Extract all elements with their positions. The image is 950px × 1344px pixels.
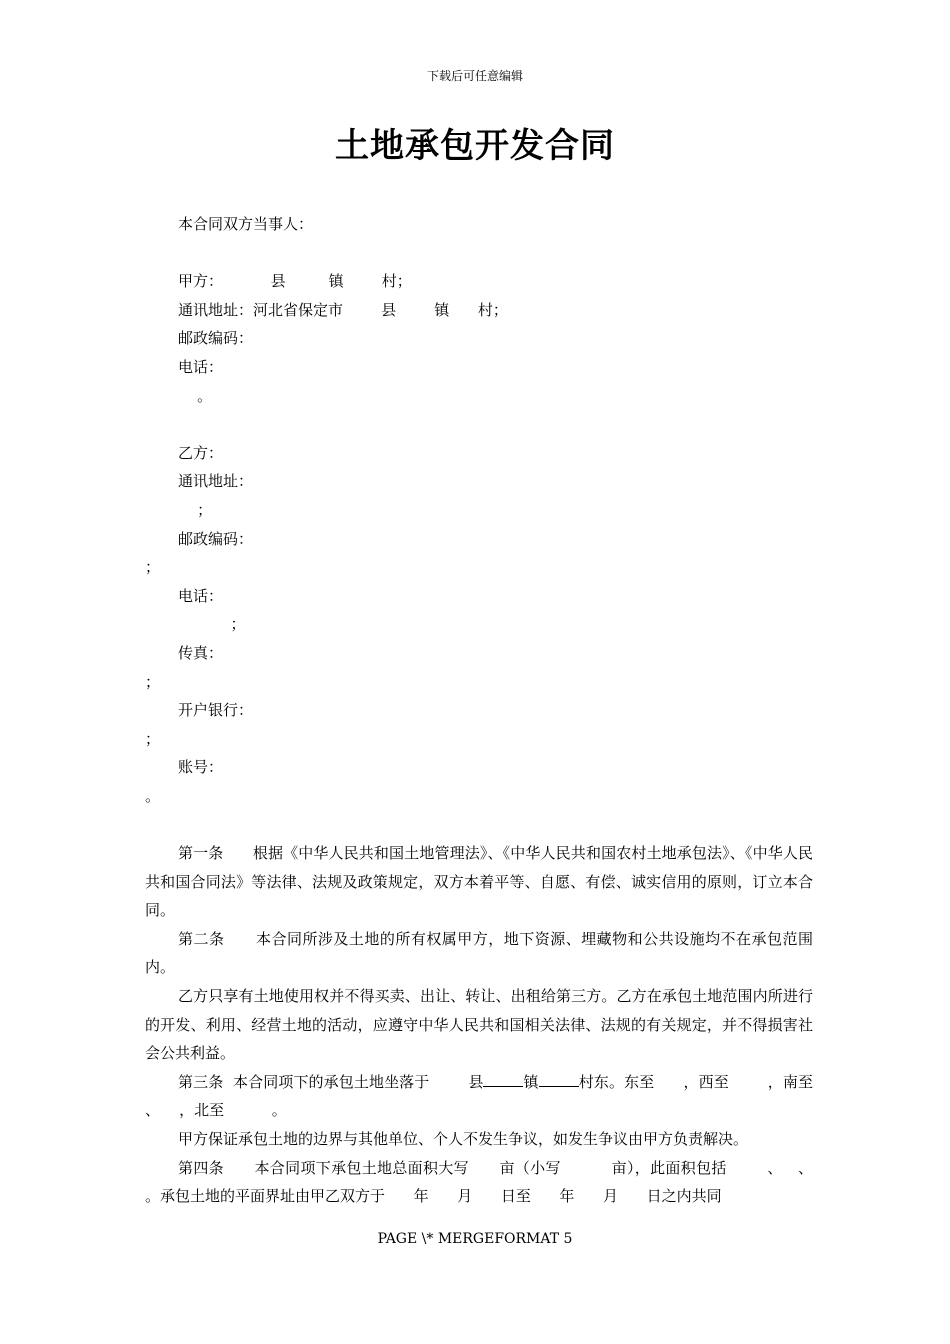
party-b-address: 通讯地址：: [178, 472, 254, 491]
header-note: 下载后可任意编辑: [426, 69, 523, 83]
party-b-address-end: ；: [178, 500, 213, 519]
party-a-line: 甲方： 县 镇 村；: [178, 272, 412, 291]
party-b-bank: 开户银行：: [178, 701, 254, 720]
party-a-postcode: 邮政编码：: [178, 329, 254, 348]
blank-underline: [483, 1072, 523, 1087]
party-a-end: 。: [178, 386, 213, 405]
party-b-phone: 电话：: [178, 586, 224, 605]
party-b-postcode: 邮政编码：: [178, 529, 254, 548]
article-3: [145, 1068, 842, 1125]
party-b-account: 账号：: [178, 758, 224, 777]
article-1: 第一条 根据《中华人民共和国土地管理法》、《中华人民共和国农村土地承包法》、《中华人民共和国合同法》等法律、法规及政策规定，双方本着平等、自愿、有偿、诚实信用的原则，订立本合同。: [145, 844, 813, 920]
article-4: 第四条 本合同项下承包土地总面积大写 亩（小写 亩），此面积包括 、 、 。承包土地的平面界址由甲乙双方于 年 月 日至 年 月 日之内共同: [145, 1158, 842, 1206]
article-3-part-b: 镇: [523, 1072, 539, 1091]
page-footer: PAGE \* MERGEFORMAT 5: [377, 1231, 573, 1247]
article-3-guarantee: 甲方保证承包土地的边界与其他单位、个人不发生争议，如发生争议由甲方负责解决。: [178, 1130, 749, 1148]
spacer: [145, 810, 813, 839]
parties-intro: 本合同双方当事人：: [178, 215, 314, 233]
spacer: [145, 239, 813, 268]
document-title: 土地承包开发合同: [335, 126, 615, 166]
party-b-phone-end: ；: [178, 615, 246, 634]
spacer: [145, 410, 813, 439]
article-3-part-a: 第三条 本合同项下的承包土地坐落于 县: [178, 1072, 484, 1091]
article-2: 第二条 本合同所涉及土地的所有权属甲方，地下资源、埋藏物和公共设施均不在承包范围内。: [145, 929, 813, 977]
party-b-postcode-end: ；: [145, 558, 161, 577]
party-b-fax-end: ；: [145, 672, 161, 691]
party-b-bank-end: ；: [145, 729, 161, 748]
article-2-use-rights: 乙方只享有土地使用权并不得买卖、出让、转让、出租给第三方。乙方在承包土地范围内所进行的开发、利用、经营土地的活动，应遵守中华人民共和国相关法律、法规的有关规定，并不得损害社会公共利益。: [145, 987, 813, 1063]
party-a-address: 通讯地址：河北省保定市 县 镇 村；: [178, 300, 508, 319]
blank-underline: [539, 1072, 579, 1087]
article-3-part-c: 村东。东至 ，西至 ，南至 、 ，北至 。: [145, 1072, 842, 1120]
party-a-phone: 电话：: [178, 357, 224, 376]
party-b-account-end: 。: [145, 786, 161, 805]
party-b-fax: 传真：: [178, 643, 224, 662]
party-b-line: 乙方：: [178, 443, 224, 462]
contract-body: [145, 210, 842, 1211]
